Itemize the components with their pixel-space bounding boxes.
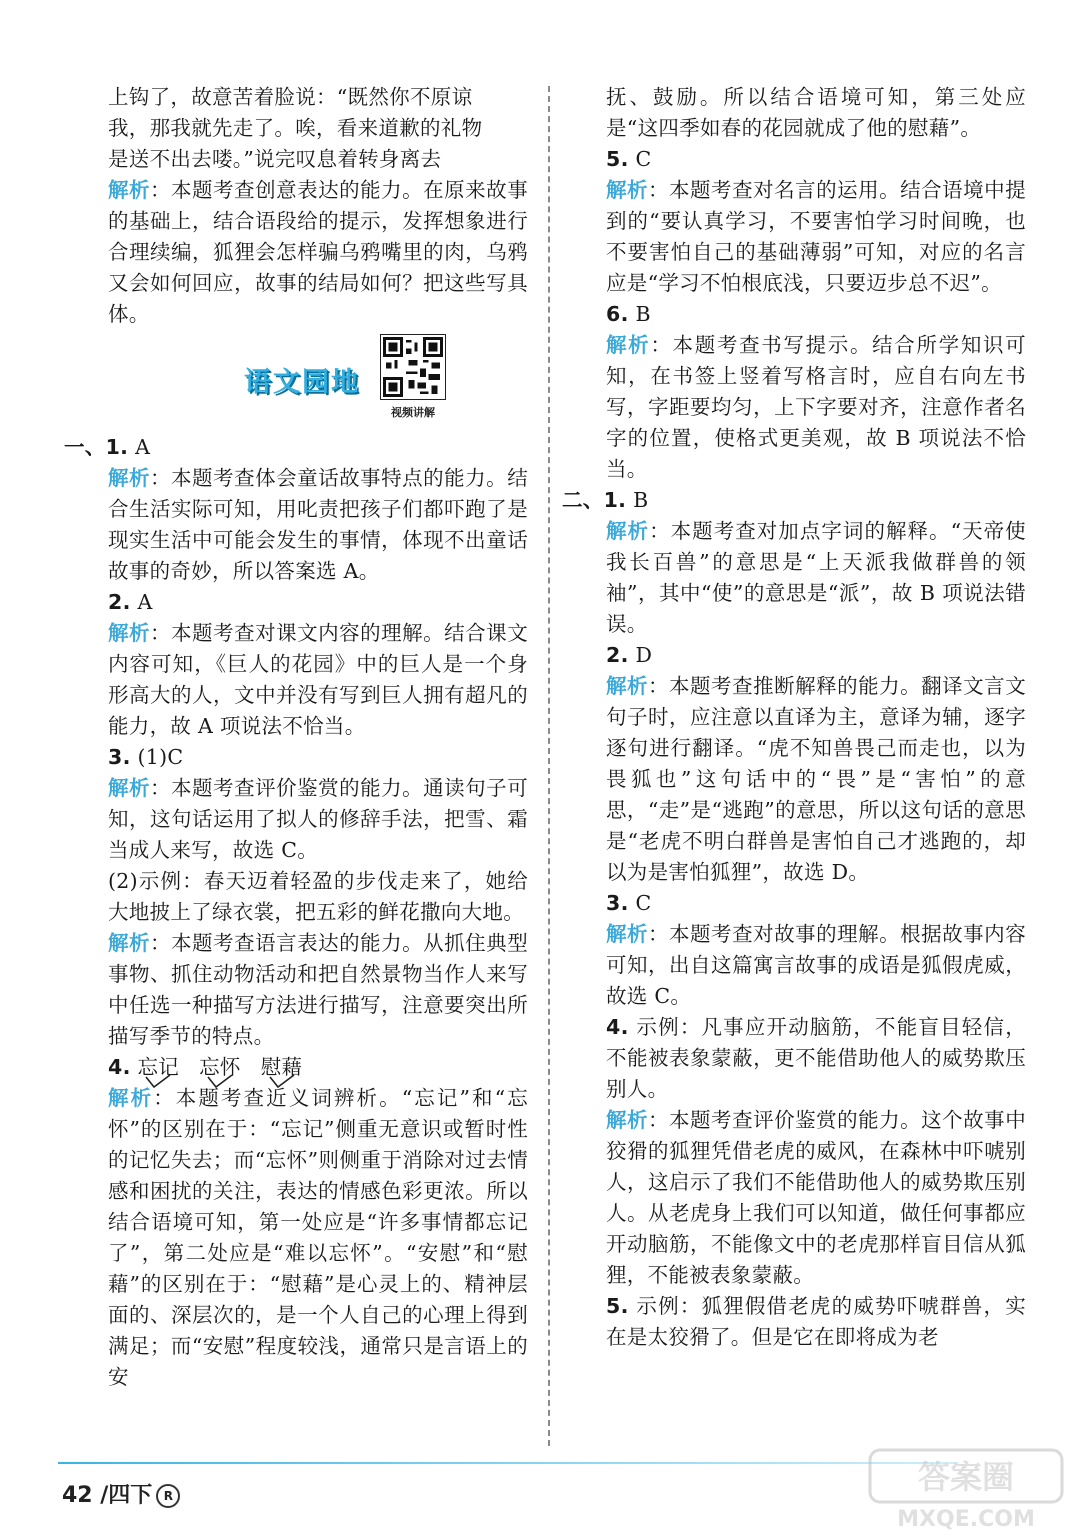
section2-question-4: 4. 示例：凡事应开动脑筋，不能盲目轻信，不能被表象蒙蔽，更不能借助他人的威势欺压别人。 [606, 1015, 1026, 1101]
question-4: 4. 忘记 忘怀 慰藉 [108, 1052, 528, 1083]
analysis-tag: 解析 [606, 333, 651, 357]
question-5: 5. C [606, 147, 652, 171]
section-label: 二、 [562, 488, 604, 512]
analysis-tag: 解析 [108, 621, 151, 645]
analysis-tag: 解析 [606, 519, 650, 543]
intro-line: 我，那我就先走了。唉，看来道歉的礼物 [108, 116, 483, 140]
continued-text: 抚、鼓励。所以结合语境可知，第三处应是“这四季如春的花园就成了他的慰藉”。 [606, 85, 1026, 140]
analysis-tag: 解析 [108, 178, 151, 202]
page-footer [62, 1478, 180, 1509]
left-column [64, 82, 528, 1393]
analysis-tag: 解析 [606, 1108, 649, 1132]
section2-question-3: 3. C [606, 891, 652, 915]
analysis-q1: 解析：本题考查体会童话故事特点的能力。结合生活实际可知，用叱责把孩子们都吓跑了是现实生活中可能会发生的事情，体现不出童话故事的奇妙，所以答案选 A。 [108, 466, 528, 583]
analysis-tag: 解析 [606, 178, 649, 202]
analysis-q3-part1: 解析：本题考查评价鉴赏的能力。通读句子可知，这句话运用了拟人的修辞手法，把雪、霜当成人来写，故选 C。 [108, 776, 528, 862]
analysis-tag: 解析 [108, 776, 151, 800]
section2-question-5: 5. 示例：狐狸假借老虎的威势吓唬群兽，实在是太狡猾了。但是它在即将成为老 [606, 1294, 1026, 1349]
intro-line: 是送不出去喽。”说完叹息着转身离去 [108, 147, 442, 171]
analysis-tag: 解析 [606, 674, 649, 698]
section-title: 语文园地 [244, 367, 360, 398]
analysis-tag: 解析 [108, 466, 151, 490]
watermark-logo [866, 1446, 1066, 1534]
analysis-q6: 解析：本题考查书写提示。结合所学知识可知，在书签上竖着写格言时，应自右向左书写，字距要均匀，上下字要对齐，注意作者名字的位置，使格式更美观，故 B 项说法不恰当。 [606, 333, 1026, 481]
analysis-q3-part2: 解析：本题考查语言表达的能力。从抓住典型事物、抓住动物活动和把自然景物当作人来写中任选一种描写方法进行描写，注意要突出所描写季节的特点。 [108, 931, 528, 1048]
question-2: 2. A [108, 590, 153, 614]
analysis-tag: 解析 [108, 1086, 154, 1110]
section-header-garden [108, 334, 528, 430]
section2-question-2: 2. D [606, 643, 653, 667]
watermark-bottom-text: MXQE.COM [897, 1507, 1035, 1532]
column-divider [548, 86, 550, 1446]
answer-q3-part2: (2)示例：春天迈着轻盈的步伐走来了，她给大地披上了绿衣裳，把五彩的鲜花撒向大地。 [108, 869, 528, 924]
analysis-tag: 解析 [606, 922, 649, 946]
analysis-s2q2: 解析：本题考查推断解释的能力。翻译文言文句子时，应注意以直译为主，意译为辅，逐字逐句进行翻译。“虎不知兽畏己而走也，以为畏狐也”这句话中的“畏”是“害怕”的意思，“走”是“逃跑”的意思，所以这句话的意思是“老虎不明白群兽是害怕自己才逃跑的，却以为是害怕狐狸”，故选 D。 [606, 674, 1026, 884]
check-mark-icon [269, 1074, 295, 1088]
analysis-tag: 解析 [108, 931, 151, 955]
analysis-q2: 解析：本题考查对课文内容的理解。结合课文内容可知，《巨人的花园》中的巨人是一个身形高大的人，文中并没有写到巨人拥有超凡的能力，故 A 项说法不恰当。 [108, 621, 528, 738]
section-label: 一、 [64, 435, 106, 459]
intro-analysis: 解析：本题考查创意表达的能力。在原来故事的基础上，结合语段给的提示，发挥想象进行合理续编，狐狸会怎样骗乌鸦嘴里的肉，乌鸦又会如何回应，故事的结局如何？把这些写具体。 [108, 178, 528, 326]
watermark-top-text: 答案圈 [917, 1458, 1015, 1496]
check-mark-icon [145, 1074, 171, 1088]
analysis-s2q1: 解析：本题考查对加点字词的解释。“天帝使我长百兽”的意思是“上天派我做群兽的领袖”，其中“使”的意思是“派”，故 B 项说法错误。 [606, 519, 1026, 636]
analysis-s2q4: 解析：本题考查评价鉴赏的能力。这个故事中狡猾的狐狸凭借老虎的威风，在森林中吓唬别人，这启示了我们不能借助他人的威势欺压别人。从老虎身上我们可以知道，做任何事都应开动脑筋，不能像文中的老虎那样盲目信从狐狸，不能被表象蒙蔽。 [606, 1108, 1026, 1287]
right-column [562, 82, 1026, 1353]
question-6: 6. B [606, 302, 651, 326]
analysis-q4: 解析：本题考查近义词辨析。“忘记”和“忘怀”的区别在于：“忘记”侧重无意识或暂时性的记忆失去；而“忘怀”则侧重于消除对过去情感和困扰的关注，表达的情感色彩更浓。所以结合语境可知，第一处应是“许多事情都忘记了”，第二处应是“难以忘怀”。“安慰”和“慰藉”的区别在于：“慰藉”是心灵上的、精神层面的、深层次的，是一个人自己的心理上得到满足；而“安慰”程度较浅，通常只是言语上的安 [108, 1086, 528, 1389]
marked-word: 忘记 [137, 1052, 179, 1083]
question-3: 3. (1)C [108, 745, 184, 769]
page-number: 42 /四下 [62, 1483, 153, 1508]
analysis-q5: 解析：本题考查对名言的运用。结合语境中提到的“要认真学习，不要害怕学习时间晚，也不要害怕自己的基础薄弱”可知，对应的名言应是“学习不怕根底浅，只要迈步总不迟”。 [606, 178, 1026, 295]
check-mark-icon [207, 1074, 233, 1088]
footer-rule [58, 1462, 958, 1464]
marked-word: 忘怀 [199, 1052, 241, 1083]
intro-line: 上钩了，故意苦着脸说：“既然你不原谅 [108, 85, 473, 109]
edition-badge-icon: R [156, 1484, 180, 1508]
qr-caption: 视频讲解 [391, 406, 435, 419]
question-1: 一、1. A [64, 435, 151, 459]
analysis-s2q3: 解析：本题考查对故事的理解。根据故事内容可知，出自这篇寓言故事的成语是狐假虎威，故选 C。 [606, 922, 1026, 1008]
qr-code-icon[interactable] [380, 334, 446, 400]
section2-question-1: 二、1. B [562, 488, 649, 512]
marked-word: 慰藉 [261, 1052, 303, 1083]
